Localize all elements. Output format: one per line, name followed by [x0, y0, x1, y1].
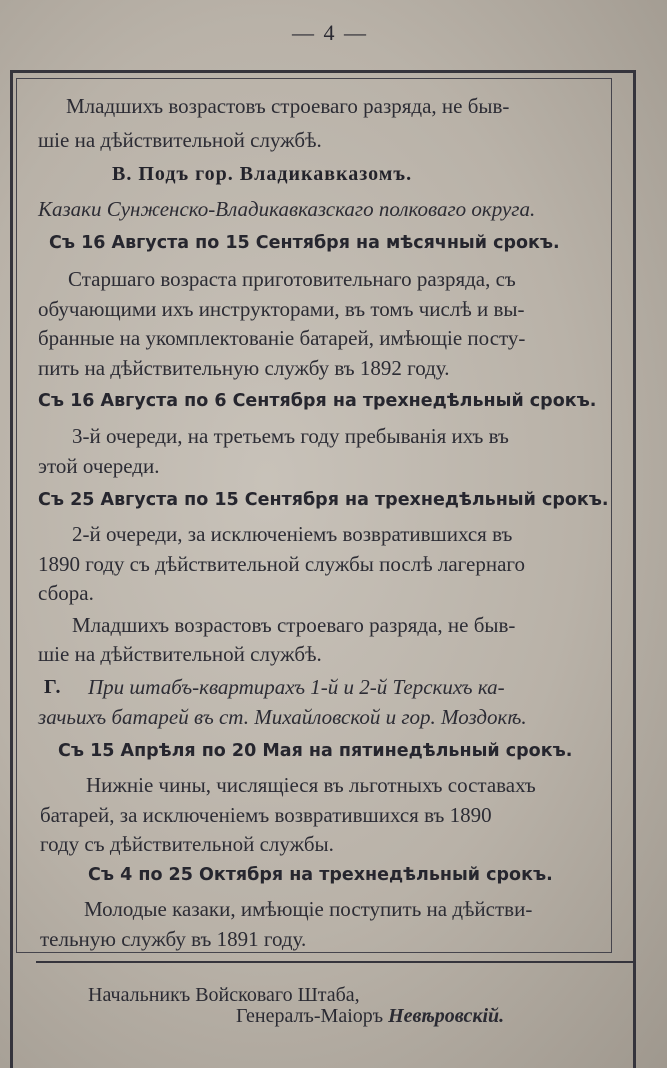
section-subtitle: При штабъ-квартирахъ 1-й и 2-й Терскихъ ка-	[88, 675, 505, 699]
text-line: шіе на дѣйствительной службѣ.	[38, 128, 322, 152]
text-line: 2-й очереди, за исключеніемъ возвратившихся въ	[72, 522, 513, 546]
schedule-heading: Съ 15 Апрѣля по 20 Мая на пятинедѣльный срокъ.	[58, 741, 573, 761]
district-title: Казаки Сунженско-Владикавказскаго полковаго округа.	[38, 197, 536, 221]
text-line: батарей, за исключеніемъ возвратившихся въ 1890	[40, 803, 492, 827]
signature-rank: Генералъ-Маіоръ	[236, 1005, 384, 1027]
signature-name: Невѣровскій.	[388, 1005, 505, 1027]
text-line: году съ дѣйствительной службы.	[40, 832, 334, 856]
section-letter: Г.	[44, 676, 62, 698]
section-title: В. Подъ гор. Владикавказомъ.	[112, 163, 413, 185]
text-line: Нижніе чины, числящіеся въ льготныхъ составахъ	[86, 773, 536, 797]
signature-title: Начальникъ Войсковаго Штаба,	[88, 984, 360, 1006]
text-line: Молодые казаки, имѣющіе поступить на дѣйстви-	[84, 897, 533, 921]
text-line: Младшихъ возрастовъ строеваго разряда, не быв-	[72, 613, 516, 637]
signature-divider	[36, 961, 634, 963]
text-line: бранные на укомплектованіе батарей, имѣющіе посту-	[38, 326, 526, 350]
text-line: Младшихъ возрастовъ строеваго разряда, не быв-	[66, 94, 510, 118]
schedule-heading: Съ 16 Августа по 15 Сентября на мѣсячный срокъ.	[49, 233, 560, 253]
schedule-heading: Съ 4 по 25 Октября на трехнедѣльный срокъ.	[88, 865, 553, 885]
schedule-heading: Съ 16 Августа по 6 Сентября на трехнедѣльный срокъ.	[38, 391, 597, 411]
schedule-heading: Съ 25 Августа по 15 Сентября на трехнедѣльный срокъ.	[38, 490, 609, 510]
page-number: — 4 —	[292, 20, 368, 45]
text-line: обучающими ихъ инструкторами, въ томъ числѣ и вы-	[38, 297, 525, 321]
text-line: Старшаго возраста приготовительнаго разряда, съ	[68, 267, 516, 291]
text-line: этой очереди.	[38, 454, 160, 478]
text-line: 3-й очереди, на третьемъ году пребыванія ихъ въ	[72, 424, 509, 448]
signature-rank-line	[236, 1005, 504, 1028]
text-line: тельную службу въ 1891 году.	[40, 927, 307, 951]
text-line: пить на дѣйствительную службу въ 1892 году.	[38, 356, 450, 380]
text-line: сбора.	[38, 581, 94, 605]
section-subtitle: зачьихъ батарей въ ст. Михайловской и гор. Моздокѣ.	[38, 705, 527, 729]
text-line: 1890 году съ дѣйствительной службы послѣ лагернаго	[38, 552, 525, 576]
text-line: шіе на дѣйствительной службѣ.	[38, 642, 322, 666]
